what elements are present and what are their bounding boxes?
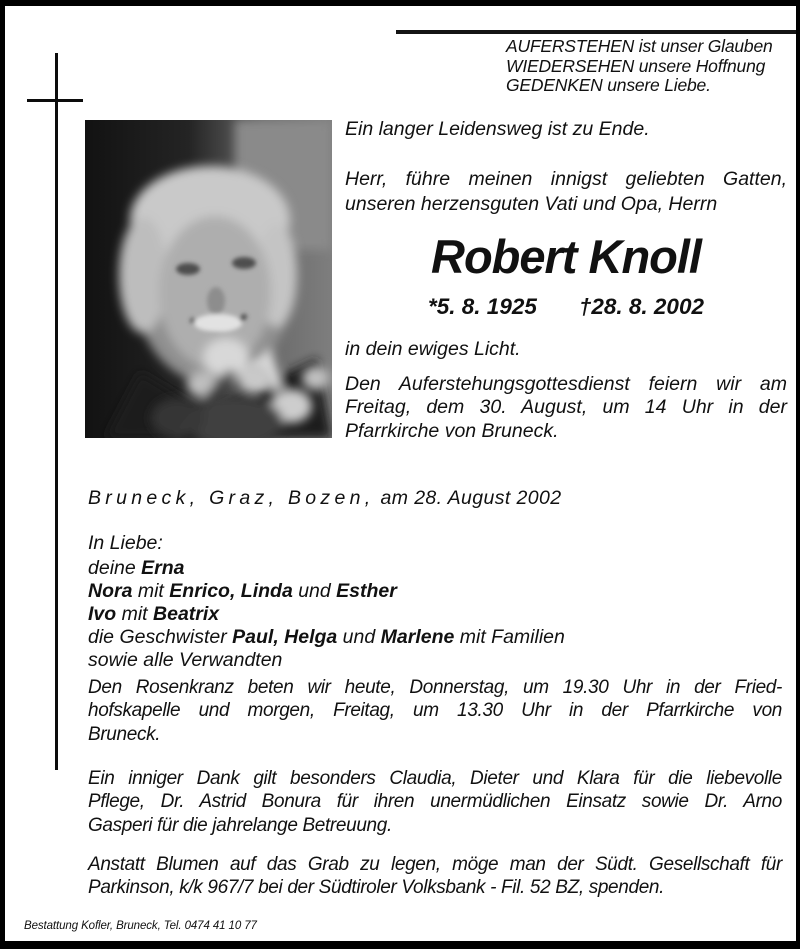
- donation-paragraph: [88, 853, 782, 900]
- mourners-heading: In Liebe:: [88, 532, 163, 554]
- text-line: Pfarrkirche von Bruneck.: [345, 419, 559, 442]
- dateline-places: Bruneck, Graz, Bozen,: [88, 487, 375, 509]
- mourner-line: Nora mit Enrico, Linda und Esther: [88, 580, 397, 602]
- text-line: Gasperi für die jahrelange Betreuung.: [88, 814, 392, 836]
- mourner-line: Ivo mit Beatrix: [88, 603, 220, 625]
- light-line: in dein ewiges Licht.: [345, 338, 521, 360]
- text-line: unseren herzensguten Vati und Opa, Herrn: [345, 193, 718, 215]
- funeral-home-line: Bestattung Kofler, Bruneck, Tel. 0474 41 10 77: [24, 920, 257, 932]
- mourners-list: [88, 557, 688, 672]
- text-line: Ein inniger Dank gilt besonders Claudia, Dieter und Klara für die liebevolle: [88, 768, 782, 789]
- text-line: Anstatt Blumen auf das Grab zu legen, möge man der Südt. Gesellschaft für: [88, 854, 782, 875]
- deceased-name: Robert Knoll: [431, 230, 701, 283]
- text-line: Freitag, dem 30. August, um 14 Uhr in der: [345, 396, 787, 419]
- portrait-photo: [85, 120, 332, 438]
- text-line: Pflege, Dr. Astrid Bonura für ihren unermüdlichen Einsatz sowie Dr. Arno: [88, 791, 782, 813]
- birth-date: *5. 8. 1925: [428, 294, 537, 319]
- dateline: [88, 487, 562, 510]
- motto-verse: [506, 37, 798, 96]
- death-date: †28. 8. 2002: [578, 294, 704, 319]
- thanks-paragraph: [88, 767, 782, 837]
- cross-vertical-bar: [55, 53, 58, 770]
- life-dates: [345, 294, 787, 320]
- text-line: WIEDERSEHEN unsere Hoffnung: [506, 55, 766, 76]
- mourner-line: deine Erna: [88, 557, 185, 579]
- address-paragraph: [345, 167, 787, 217]
- scan-edge-artifact: [396, 30, 796, 34]
- text-line: Bruneck.: [88, 723, 161, 745]
- cross-horizontal-bar: [27, 99, 83, 102]
- text-line: Den Rosenkranz beten wir heute, Donnerstag, um 19.30 Uhr in der Fried-: [88, 677, 782, 698]
- text-line: Herr, führe meinen innigst geliebten Gatten,: [345, 168, 787, 190]
- rosary-paragraph: [88, 676, 782, 746]
- text-line: Parkinson, k/k 967/7 bei der Südtiroler Volksbank - Fil. 52 BZ, spenden.: [88, 877, 665, 899]
- text-line: AUFERSTEHEN ist unser Glauben: [506, 36, 773, 56]
- text-line: GEDENKEN unsere Liebe.: [506, 75, 711, 95]
- dateline-date: am 28. August 2002: [380, 487, 562, 509]
- text-line: hofskapelle und morgen, Freitag, um 13.30 Uhr in der Pfarrkirche von: [88, 700, 782, 722]
- intro-line: Ein langer Leidensweg ist zu Ende.: [345, 118, 650, 140]
- mourner-line: die Geschwister Paul, Helga und Marlene mit Familien: [88, 626, 565, 648]
- service-paragraph: [345, 373, 787, 443]
- text-line: Den Auferstehungsgottesdienst feiern wir am: [345, 373, 787, 395]
- mourner-line: sowie alle Verwandten: [88, 649, 283, 671]
